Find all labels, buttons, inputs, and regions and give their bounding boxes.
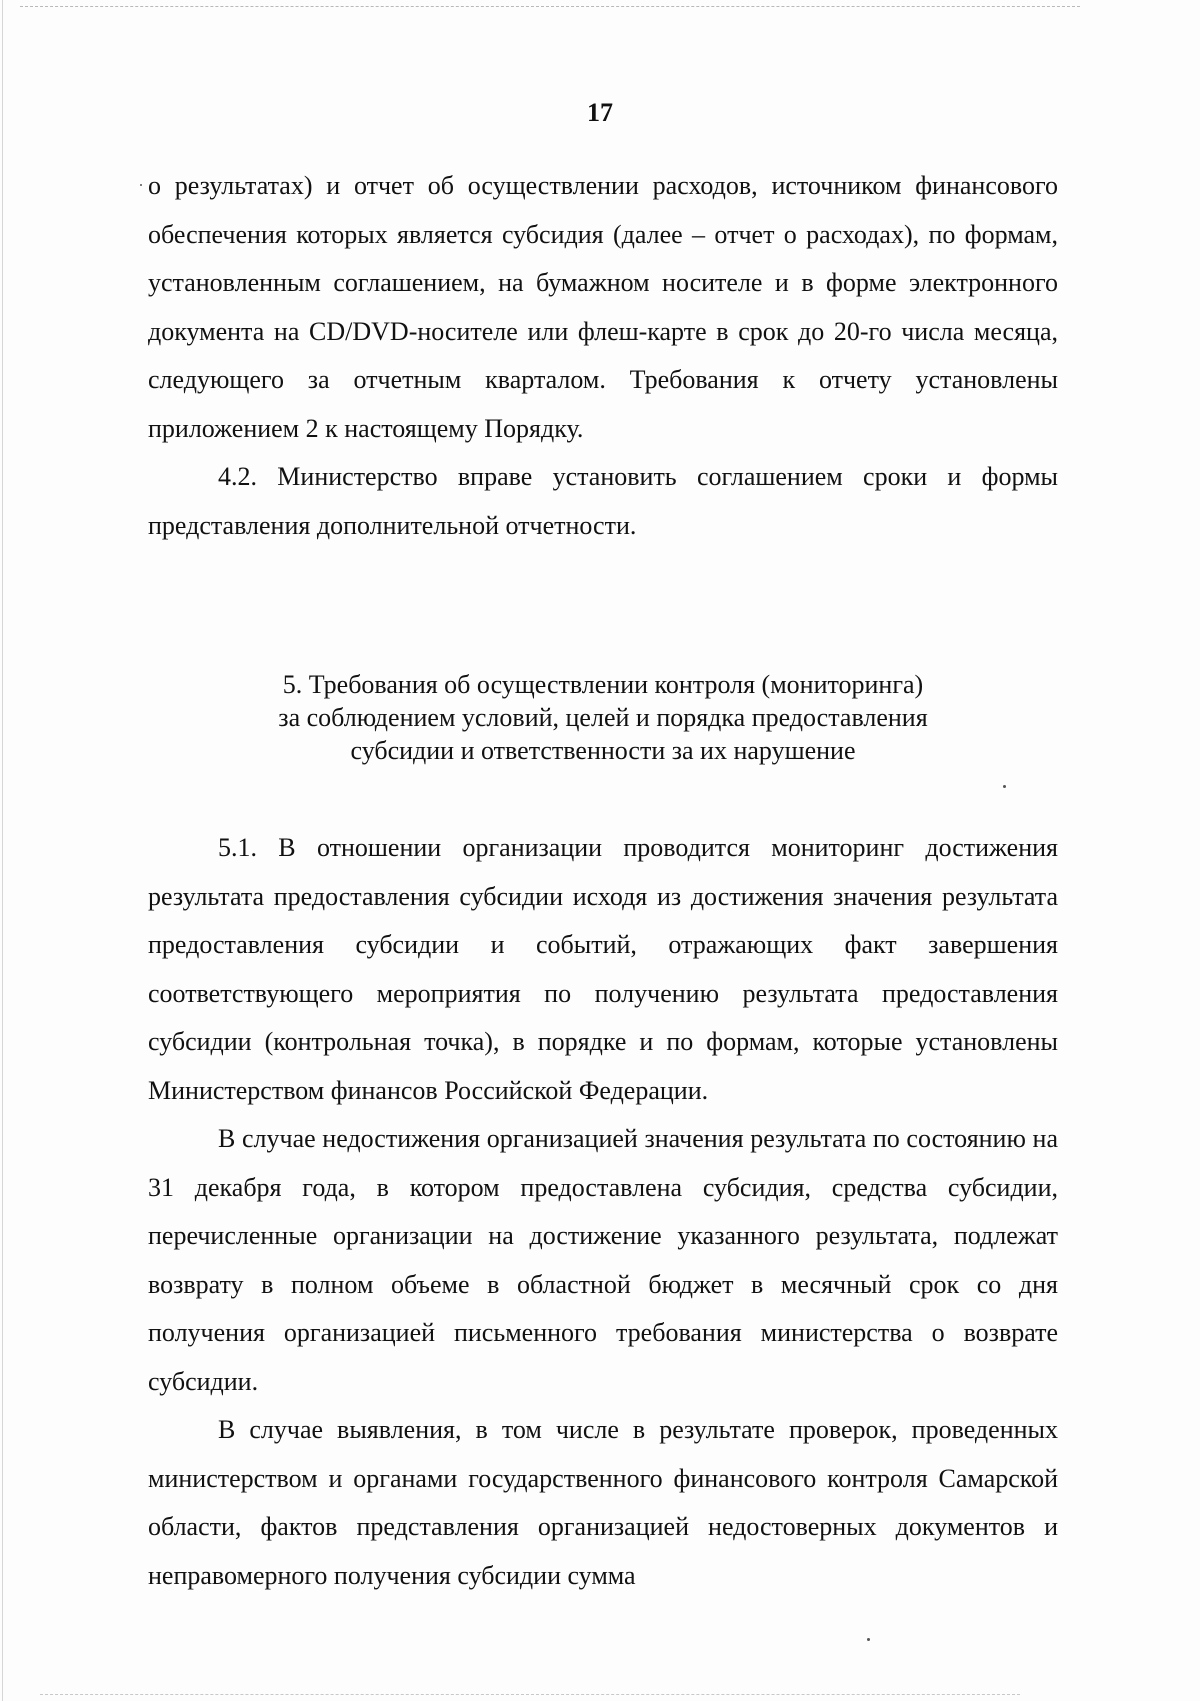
scan-speck [867,1638,870,1641]
paragraph-4-2: 4.2. Министерство вправе установить соглашением сроки и формы представления дополнительной отчетности. [148,462,1058,540]
paragraph-continued: о результатах) и отчет об осуществлении расходов, источником финансового обеспечения которых является субсидия (далее – отчет о расходах), по формам, установленным соглашением, на бумажном носителе и в форме электронного документа на CD/DVD-носителе или флеш-карте в срок до 20-го числа месяца, следующего за отчетным кварталом. Требования к отчету установлены приложением 2 к настоящему Порядку. [148,171,1058,443]
heading-line: за соблюдением условий, целей и порядка предоставления [278,703,928,732]
section-4-text [148,162,1058,550]
scan-edge-bottom [40,1694,1020,1695]
paragraph-violations: В случае выявления, в том числе в результате проверок, проведенных министерством и органами государственного финансового контроля Самарской области, фактов представления организацией недостоверных документов и неправомерного получения субсидии сумма [148,1415,1058,1590]
section-5-heading [148,668,1058,767]
section-5-text [148,824,1058,1600]
heading-line: субсидии и ответственности за их нарушение [350,736,856,765]
paragraph-non-achievement: В случае недостижения организацией значения результата по состоянию на 31 декабря года, в котором предоставлена субсидия, средства субсидии, перечисленные организации на достижение указанного результата, подлежат возврату в полном объеме в областной бюджет в месячный срок со дня получения организацией письменного требования министерства о возврате субсидии. [148,1124,1058,1396]
scan-speck [140,184,142,186]
heading-line: 5. Требования об осуществлении контроля (мониторинга) [282,670,924,699]
scan-speck [1003,785,1006,788]
scan-edge-left [2,0,3,1701]
scan-edge-top [20,6,1080,7]
page-number: 17 [587,98,613,127]
paragraph-5-1: 5.1. В отношении организации проводится мониторинг достижения результата предоставления субсидии исходя из достижения значения результата предоставления субсидии и событий, отражающих факт завершения соответствующего мероприятия по получению результата предоставления субсидии (контрольная точка), в порядке и по формам, которые установлены Министерством финансов Российской Федерации. [148,833,1058,1105]
